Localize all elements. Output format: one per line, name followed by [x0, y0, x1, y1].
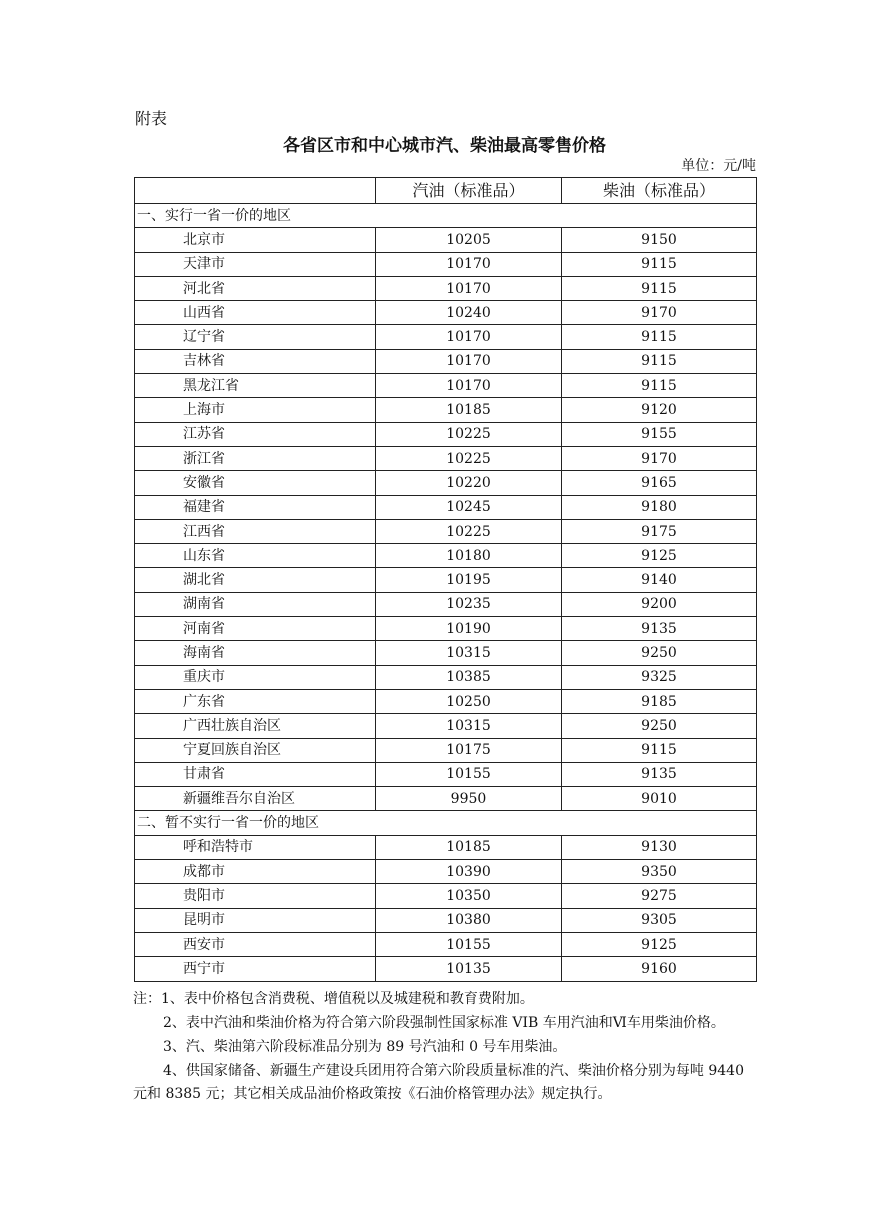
gasoline-price-cell: 10175: [376, 738, 562, 762]
region-cell: 重庆市: [135, 665, 376, 689]
gasoline-price-cell: 10170: [376, 374, 562, 398]
table-row: [135, 787, 757, 811]
diesel-price-cell: 9115: [562, 276, 757, 300]
gasoline-price-cell: 10225: [376, 422, 562, 446]
gasoline-price-cell: 10380: [376, 908, 562, 932]
region-cell: 天津市: [135, 252, 376, 276]
note-3: 3、汽、柴油第六阶段标准品分别为 89 号汽油和 0 号车用柴油。: [163, 1039, 567, 1055]
diesel-price-cell: 9170: [562, 301, 757, 325]
gasoline-price-cell: 10195: [376, 568, 562, 592]
diesel-price-cell: 9135: [562, 762, 757, 786]
table-row: [135, 665, 757, 689]
section-label: 一、实行一省一价的地区: [135, 204, 757, 228]
diesel-price-cell: 9275: [562, 884, 757, 908]
note-4: 4、供国家储备、新疆生产建设兵团用符合第六阶段质量标准的汽、柴油价格分别为每吨 9440 元和 8385 元；其它相关成品油价格政策按《石油价格管理办法》规定执行。: [133, 1063, 744, 1102]
gasoline-price-cell: 10220: [376, 471, 562, 495]
gasoline-price-cell: 10385: [376, 665, 562, 689]
region-cell: 昆明市: [135, 908, 376, 932]
gasoline-price-cell: 9950: [376, 787, 562, 811]
diesel-price-cell: 9155: [562, 422, 757, 446]
diesel-price-cell: 9350: [562, 860, 757, 884]
table-row: [135, 301, 757, 325]
diesel-price-cell: 9250: [562, 641, 757, 665]
note-1: 注：1、表中价格包含消费税、增值税以及城建税和教育费附加。: [133, 991, 534, 1007]
gasoline-price-cell: 10135: [376, 957, 562, 981]
gasoline-price-cell: 10180: [376, 544, 562, 568]
gasoline-price-cell: 10235: [376, 592, 562, 616]
diesel-price-cell: 9185: [562, 689, 757, 713]
region-cell: 贵阳市: [135, 884, 376, 908]
region-cell: 河南省: [135, 617, 376, 641]
region-cell: 成都市: [135, 860, 376, 884]
table-body: [135, 204, 757, 982]
table-row: [135, 471, 757, 495]
region-cell: 安徽省: [135, 471, 376, 495]
gasoline-price-cell: 10170: [376, 252, 562, 276]
region-cell: 新疆维吾尔自治区: [135, 787, 376, 811]
table-row: [135, 252, 757, 276]
region-cell: 江西省: [135, 519, 376, 543]
gasoline-price-cell: 10250: [376, 689, 562, 713]
diesel-price-cell: 9115: [562, 325, 757, 349]
region-cell: 北京市: [135, 228, 376, 252]
region-cell: 吉林省: [135, 349, 376, 373]
gasoline-price-cell: 10155: [376, 762, 562, 786]
header-region: [135, 178, 376, 204]
table-row: [135, 884, 757, 908]
gasoline-price-cell: 10390: [376, 860, 562, 884]
table-row: [135, 519, 757, 543]
region-cell: 湖南省: [135, 592, 376, 616]
diesel-price-cell: 9200: [562, 592, 757, 616]
diesel-price-cell: 9170: [562, 446, 757, 470]
diesel-price-cell: 9140: [562, 568, 757, 592]
region-cell: 上海市: [135, 398, 376, 422]
diesel-price-cell: 9135: [562, 617, 757, 641]
region-cell: 宁夏回族自治区: [135, 738, 376, 762]
table-row: [135, 374, 757, 398]
table-row: [135, 762, 757, 786]
region-cell: 江苏省: [135, 422, 376, 446]
gasoline-price-cell: 10350: [376, 884, 562, 908]
diesel-price-cell: 9120: [562, 398, 757, 422]
diesel-price-cell: 9130: [562, 835, 757, 859]
region-cell: 湖北省: [135, 568, 376, 592]
gasoline-price-cell: 10190: [376, 617, 562, 641]
table-row: [135, 544, 757, 568]
gasoline-price-cell: 10225: [376, 519, 562, 543]
table-row: [135, 446, 757, 470]
region-cell: 浙江省: [135, 446, 376, 470]
table-row: [135, 398, 757, 422]
gasoline-price-cell: 10315: [376, 714, 562, 738]
diesel-price-cell: 9175: [562, 519, 757, 543]
region-cell: 甘肃省: [135, 762, 376, 786]
diesel-price-cell: 9180: [562, 495, 757, 519]
table-row: [135, 422, 757, 446]
appendix-label: 附表: [135, 109, 168, 128]
gasoline-price-cell: 10155: [376, 932, 562, 956]
table-row: [135, 714, 757, 738]
table-row: [135, 276, 757, 300]
region-cell: 福建省: [135, 495, 376, 519]
region-cell: 呼和浩特市: [135, 835, 376, 859]
diesel-price-cell: 9125: [562, 544, 757, 568]
table-row: [135, 957, 757, 981]
document-title: 各省区市和中心城市汽、柴油最高零售价格: [283, 136, 606, 156]
diesel-price-cell: 9115: [562, 252, 757, 276]
diesel-price-cell: 9250: [562, 714, 757, 738]
section-row: [135, 811, 757, 835]
region-cell: 西安市: [135, 932, 376, 956]
gasoline-price-cell: 10170: [376, 276, 562, 300]
notes: [133, 988, 758, 1107]
table-row: [135, 689, 757, 713]
section-label: 二、暂不实行一省一价的地区: [135, 811, 757, 835]
diesel-price-cell: 9115: [562, 349, 757, 373]
table-row: [135, 932, 757, 956]
header-diesel: 柴油（标准品）: [562, 178, 757, 204]
diesel-price-cell: 9160: [562, 957, 757, 981]
table-row: [135, 738, 757, 762]
diesel-price-cell: 9010: [562, 787, 757, 811]
table-row: [135, 228, 757, 252]
table-row: [135, 617, 757, 641]
region-cell: 海南省: [135, 641, 376, 665]
table-row: [135, 495, 757, 519]
gasoline-price-cell: 10245: [376, 495, 562, 519]
region-cell: 辽宁省: [135, 325, 376, 349]
header-gasoline: 汽油（标准品）: [376, 178, 562, 204]
region-cell: 黑龙江省: [135, 374, 376, 398]
region-cell: 河北省: [135, 276, 376, 300]
diesel-price-cell: 9115: [562, 374, 757, 398]
gasoline-price-cell: 10185: [376, 398, 562, 422]
region-cell: 广西壮族自治区: [135, 714, 376, 738]
table-row: [135, 835, 757, 859]
table-row: [135, 908, 757, 932]
table-row: [135, 641, 757, 665]
gasoline-price-cell: 10240: [376, 301, 562, 325]
gasoline-price-cell: 10170: [376, 349, 562, 373]
table-row: [135, 592, 757, 616]
price-table: [134, 177, 757, 982]
gasoline-price-cell: 10225: [376, 446, 562, 470]
gasoline-price-cell: 10185: [376, 835, 562, 859]
diesel-price-cell: 9125: [562, 932, 757, 956]
note-2: 2、表中汽油和柴油价格为符合第六阶段强制性国家标准 VIB 车用汽油和Ⅵ车用柴油价格。: [163, 1015, 725, 1031]
table-row: [135, 349, 757, 373]
diesel-price-cell: 9150: [562, 228, 757, 252]
gasoline-price-cell: 10170: [376, 325, 562, 349]
diesel-price-cell: 9305: [562, 908, 757, 932]
section-row: [135, 204, 757, 228]
table-row: [135, 568, 757, 592]
region-cell: 山西省: [135, 301, 376, 325]
region-cell: 广东省: [135, 689, 376, 713]
table-row: [135, 860, 757, 884]
gasoline-price-cell: 10315: [376, 641, 562, 665]
table-header-row: [135, 178, 757, 204]
table-row: [135, 325, 757, 349]
gasoline-price-cell: 10205: [376, 228, 562, 252]
region-cell: 西宁市: [135, 957, 376, 981]
diesel-price-cell: 9325: [562, 665, 757, 689]
unit-label: 单位：元/吨: [681, 158, 756, 174]
region-cell: 山东省: [135, 544, 376, 568]
diesel-price-cell: 9165: [562, 471, 757, 495]
diesel-price-cell: 9115: [562, 738, 757, 762]
